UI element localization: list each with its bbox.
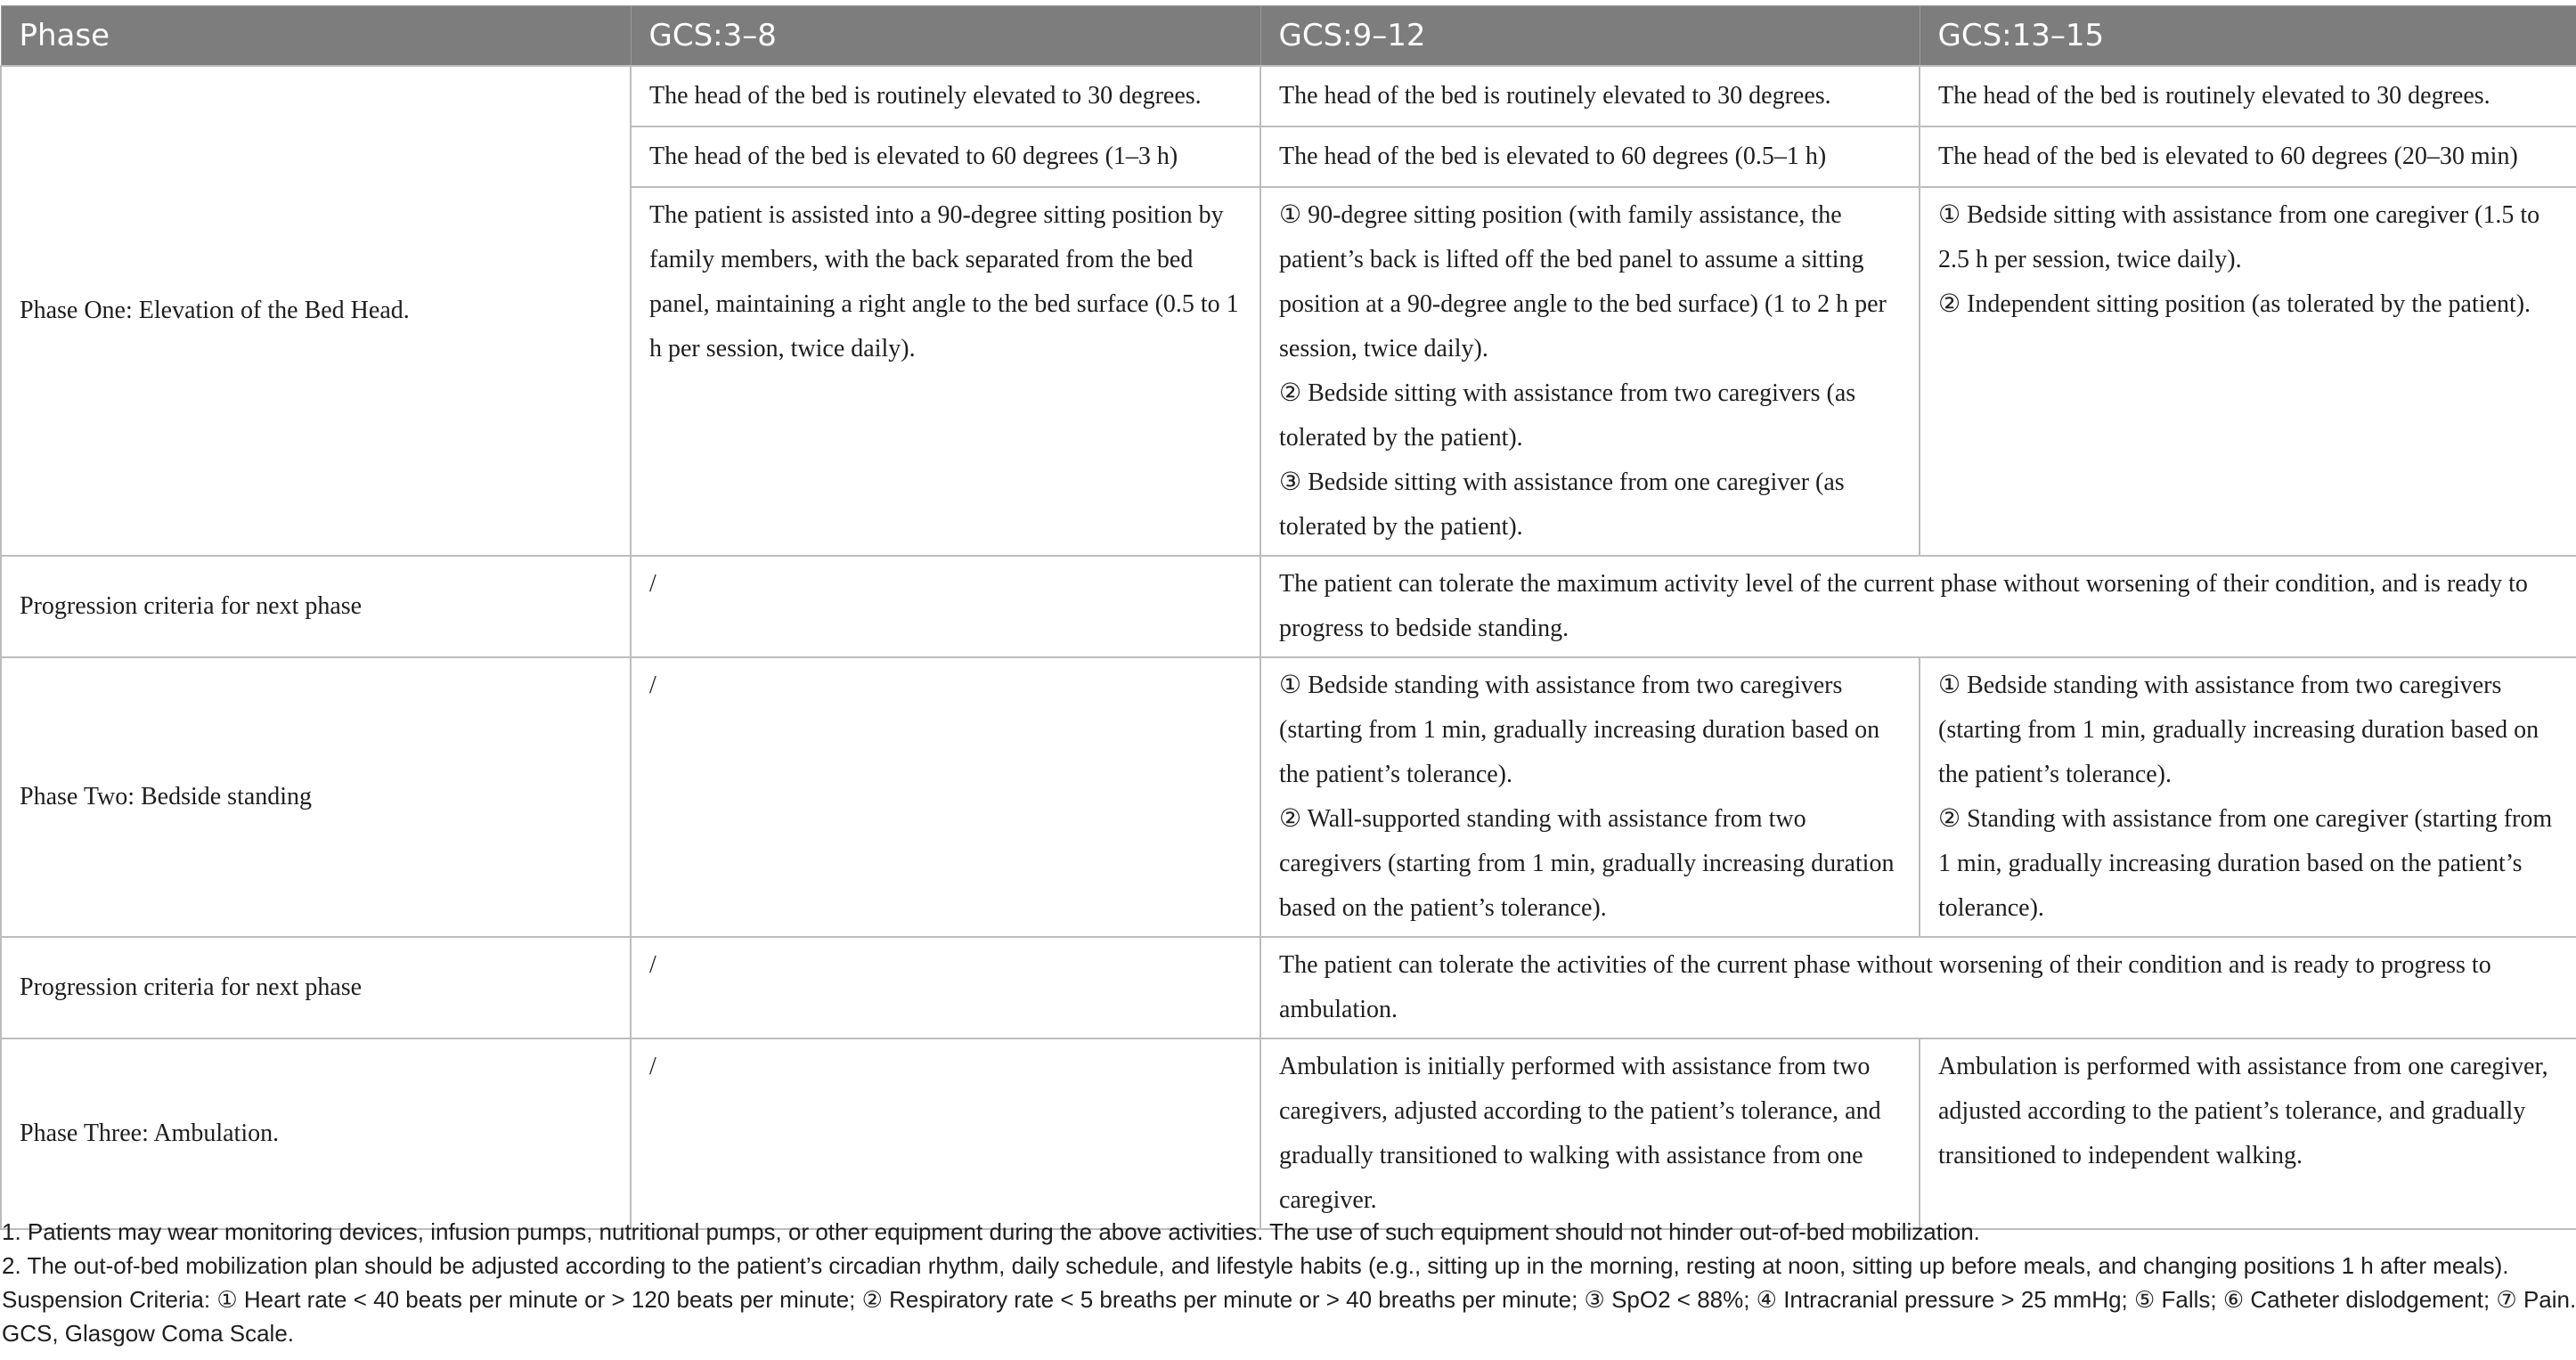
cell-list	[1260, 657, 1920, 937]
list-item: ① Bedside standing with assistance from two caregivers (starting from 1 min, gradually increasing duration based on the patient’s tolerance).	[1938, 672, 2539, 788]
progression-criteria-label: Progression criteria for next phase	[1, 937, 631, 1038]
footnote-2: 2. The out-of-bed mobilization plan should be adjusted according to the patient’s circadian rhythm, daily schedule, and lifestyle habits (e.g., sitting up in the morning, resting at noon, sitting up before meals, and changing positions 1 h after meals).	[2, 1252, 2509, 1279]
list-item: ① 90-degree sitting position (with family assistance, the patient’s back is lifted off the bed panel to assume a sitting position at a 90-degree angle to the bed surface) (1 to 2 h per session, twice daily).	[1279, 201, 1887, 362]
table-row	[1, 1038, 2576, 1229]
phase-three-label: Phase Three: Ambulation.	[1, 1038, 631, 1229]
cell-list	[1920, 657, 2576, 937]
cell-text: The patient is assisted into a 90-degree sitting position by family members, with the back separated from the bed panel, maintaining a right angle to the bed surface (0.5 to 1 h per session, twice daily).	[631, 187, 1260, 556]
footnote-1: 1. Patients may wear monitoring devices, infusion pumps, nutritional pumps, or other equipment during the above activities. The use of such equipment should not hinder out-of-bed mobilization.	[2, 1218, 1980, 1245]
suspension-criteria: Suspension Criteria: ① Heart rate < 40 beats per minute or > 120 beats per minute; ② Respiratory rate < 5 breaths per minute or > 40 breaths per minute; ③ SpO2 < 88%; ④ Intracranial pressure > 25 mmHg; ⑤ Falls; ⑥ Catheter dislodgement; ⑦ Pain.	[2, 1286, 2576, 1313]
cell-text: Ambulation is initially performed with assistance from two caregivers, adjusted according to the patient’s tolerance, and gradually transitioned to walking with assistance from one caregiver.	[1260, 1038, 1920, 1229]
cell-text: The patient can tolerate the activities of the current phase without worsening of their condition and is ready to progress to ambulation.	[1260, 937, 2576, 1038]
header-gcs-9-12: GCS:9–12	[1260, 6, 1920, 67]
cell-text: The head of the bed is elevated to 60 degrees (1–3 h)	[631, 126, 1260, 187]
cell-text: The head of the bed is elevated to 60 degrees (20–30 min)	[1920, 126, 2576, 187]
phase-one-label: Phase One: Elevation of the Bed Head.	[1, 66, 631, 556]
list-item: ② Bedside sitting with assistance from two caregivers (as tolerated by the patient).	[1279, 379, 1856, 452]
list-item: ② Wall-supported standing with assistance from two caregivers (starting from 1 min, gradually increasing duration based on the patient’s tolerance).	[1279, 805, 1895, 922]
table-row	[1, 657, 2576, 937]
phase-two-label: Phase Two: Bedside standing	[1, 657, 631, 937]
cell-text: /	[631, 657, 1260, 937]
cell-text: Ambulation is performed with assistance from one caregiver, adjusted according to the patient’s tolerance, and gradually transitioned to independent walking.	[1920, 1038, 2576, 1229]
cell-text: /	[631, 1038, 1260, 1229]
cell-list	[1260, 187, 1920, 556]
list-item: ② Independent sitting position (as tolerated by the patient).	[1938, 290, 2531, 318]
cell-text: /	[631, 937, 1260, 1038]
table-row	[1, 937, 2576, 1038]
header-gcs-13-15: GCS:13–15	[1920, 6, 2576, 67]
list-item: ② Standing with assistance from one caregiver (starting from 1 min, gradually increasing duration based on the patient’s tolerance).	[1938, 805, 2553, 922]
table-footnotes	[0, 1215, 2576, 1350]
cell-text: The patient can tolerate the maximum activity level of the current phase without worsening of their condition, and is ready to progress to bedside standing.	[1260, 556, 2576, 657]
header-gcs-3-8: GCS:3–8	[631, 6, 1260, 67]
table-header-row	[1, 6, 2576, 67]
list-item: ③ Bedside sitting with assistance from one caregiver (as tolerated by the patient).	[1279, 468, 1845, 541]
cell-text: The head of the bed is routinely elevated to 30 degrees.	[1260, 66, 1920, 126]
mobilization-phase-table	[0, 5, 2576, 1230]
list-item: ① Bedside sitting with assistance from one caregiver (1.5 to 2.5 h per session, twice daily).	[1938, 201, 2540, 273]
table-row	[1, 556, 2576, 657]
header-phase: Phase	[1, 6, 631, 67]
list-item: ① Bedside standing with assistance from two caregivers (starting from 1 min, gradually increasing duration based on the patient’s tolerance).	[1279, 672, 1880, 788]
progression-criteria-label: Progression criteria for next phase	[1, 556, 631, 657]
cell-text: /	[631, 556, 1260, 657]
cell-text: The head of the bed is routinely elevated to 30 degrees.	[631, 66, 1260, 126]
table-row	[1, 66, 2576, 126]
abbreviation-note: GCS, Glasgow Coma Scale.	[2, 1320, 295, 1347]
cell-text: The head of the bed is elevated to 60 degrees (0.5–1 h)	[1260, 126, 1920, 187]
mobilization-table-container	[0, 5, 2576, 1230]
cell-text: The head of the bed is routinely elevated to 30 degrees.	[1920, 66, 2576, 126]
cell-list	[1920, 187, 2576, 556]
